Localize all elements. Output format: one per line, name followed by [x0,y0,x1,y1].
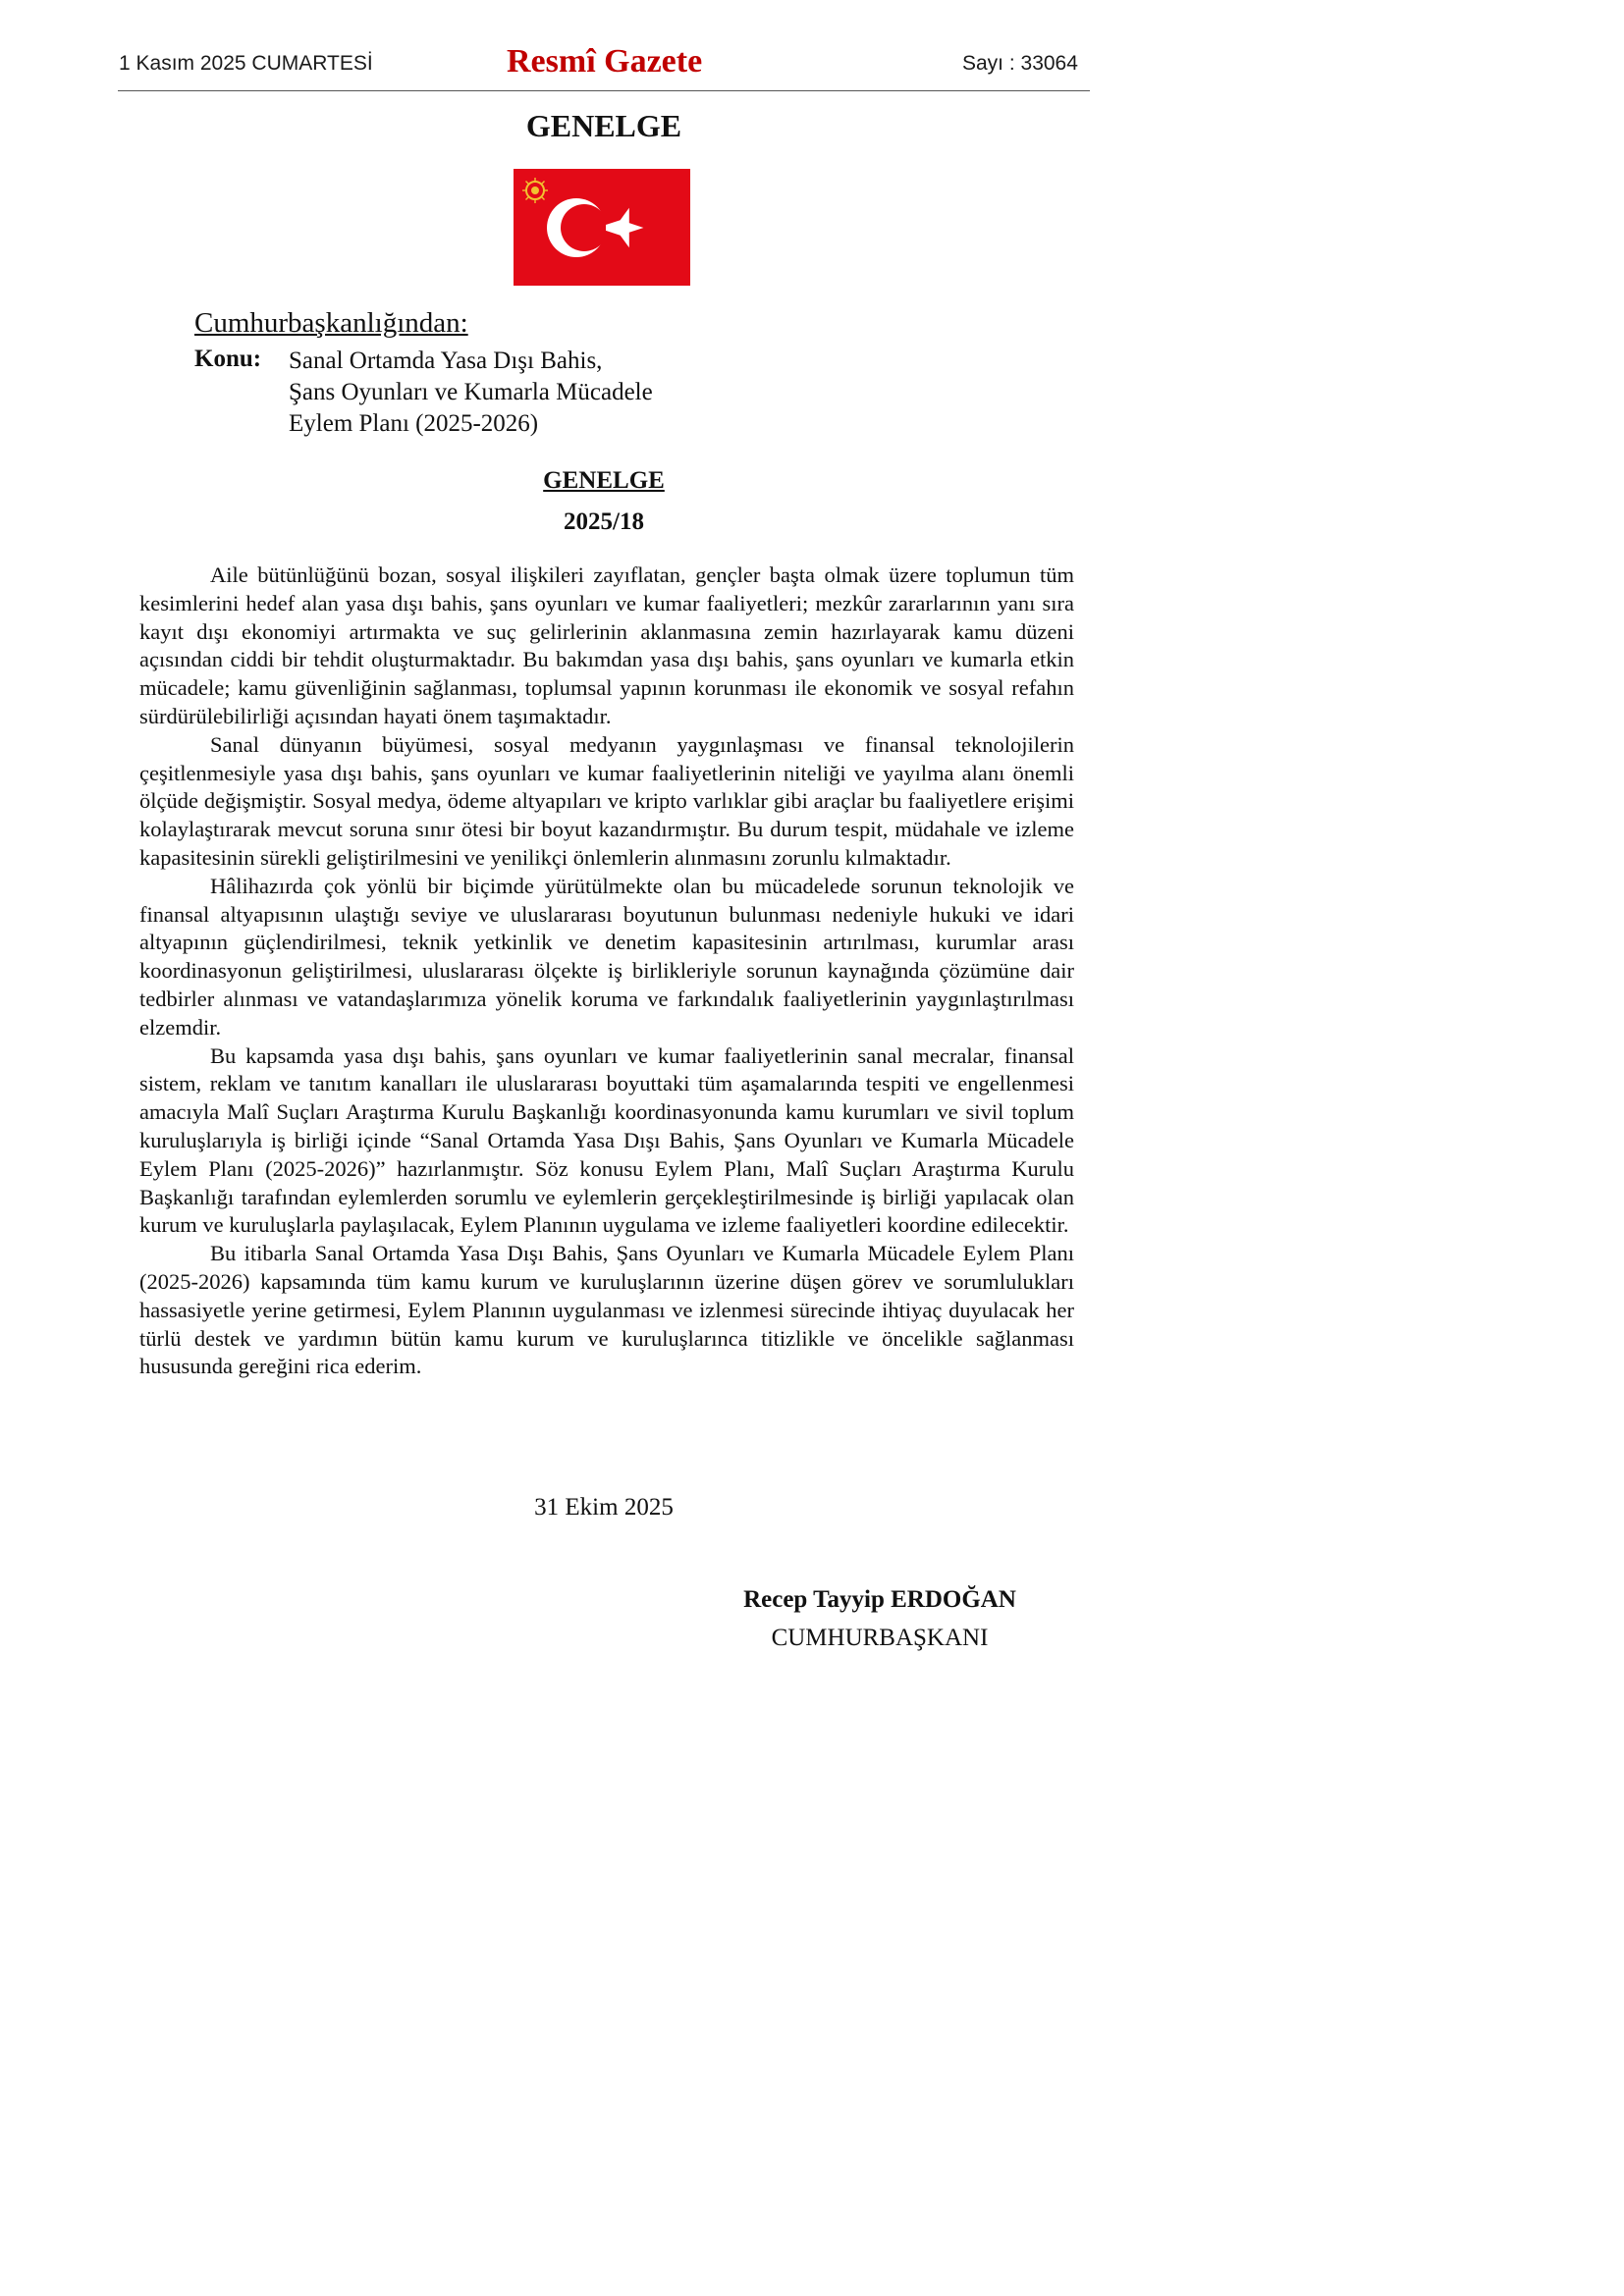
document-title: GENELGE [525,108,682,143]
body-paragraph: Bu kapsamda yasa dışı bahis, şans oyunları ve kumar faaliyetlerinin sanal mecralar, finansal sistem, reklam ve tanıtım kanalları ile uluslararası boyuttaki tüm aşamalarında tespiti ve engellenmesi amacıyla Malî Suçları Araştırma Kurulu Başkanlığı koordinasyonunda kamu kurumları ve sivil toplum kuruluşlarıyla iş birliği içinde “Sanal Ortamda Yasa Dışı Bahis, Şans Oyunları ve Kumarla Mücadele Eylem Planı (2025-2026)” hazırlanmıştır. Söz konusu Eylem Planı, Malî Suçları Araştırma Kurulu Başkanlığı tarafından eylemlerden sorumlu ve eylemlerin gerçekleştirilmesinde iş birliği yapılacak olan kurum ve kuruluşlarla paylaşılacak, Eylem Planının uygulama ve izleme faaliyetleri koordine edilecektir. [139,1042,1074,1238]
signatory-name: Recep Tayyip ERDOĞAN [743,1586,1016,1613]
subject-line: Sanal Ortamda Yasa Dışı Bahis, [289,347,603,374]
circular-number: 2025/18 [564,508,644,535]
turkish-flag-icon [514,169,690,286]
subject-line: Eylem Planı (2025-2026) [289,410,539,437]
subject-label: Konu: [194,346,262,372]
document-body [139,561,1074,1381]
header-divider [118,90,1090,91]
signatory-title: CUMHURBAŞKANI [771,1625,989,1651]
body-paragraph: Sanal dünyanın büyümesi, sosyal medyanın yaygınlaşması ve finansal teknolojilerin çeşitlenmesiyle yasa dışı bahis, şans oyunları ve kumar faaliyetlerinin niteliği ve yayılma alanı önemli ölçüde değişmiştir. Sosyal medya, ödeme altyapıları ve kripto varlıklar gibi araçlar bu faaliyetlere erişimi kolaylaştırarak mevcut soruna sınır ötesi bir boyut kazandırmıştır. Bu durum tespit, müdahale ve izleme kapasitesinin sürekli geliştirilmesini ve yenilikçi önlemlerin alınmasını zorunlu kılmaktadır. [139,731,1074,870]
subject-line: Şans Oyunları ve Kumarla Mücadele [289,379,653,405]
presidential-seal-icon [522,178,548,203]
body-paragraph: Bu itibarla Sanal Ortamda Yasa Dışı Bahis, Şans Oyunları ve Kumarla Mücadele Eylem Planı (2025-2026) kapsamında tüm kamu kurum ve kuruluşlarının üzerine düşen görev ve sorumlulukları hassasiyetle yerine getirmesi, Eylem Planının uygulanması ve izlenmesi sürecinde ihtiyaç duyulacak her türlü destek ve yardımın bütün kamu kurum ve kuruluşlarınca titizlikle ve öncelikle sağlanması hususunda gereğini rica ederim. [139,1241,1074,1379]
body-paragraph: Hâlihazırda çok yönlü bir biçimde yürütülmekte olan bu mücadelede sorunun teknolojik ve finansal altyapısının ulaştığı seviye ve uluslararası boyutunun bulunması nedeniyle hukuki ve idari altyapının güçlendirilmesi, teknik yetkinlik ve denetim kapasitesinin artırılması, kurumlar arası koordinasyonun geliştirilmesi, uluslararası ölçekte iş birlikleriyle sorunun kaynağında çözümüne dair tedbirler alınması ve vatandaşlarımıza yönelik koruma ve farkındalık faaliyetlerinin yaygınlaştırılması elzemdir. [139,873,1074,1040]
issue-number: Sayı : 33064 [962,52,1078,75]
subject-text [289,346,653,440]
circular-title: GENELGE [543,467,665,494]
issuer: Cumhurbaşkanlığından: [194,307,468,339]
body-paragraph: Aile bütünlüğünü bozan, sosyal ilişkileri zayıflatan, gençler başta olmak üzere toplumun tüm kesimlerini hedef alan yasa dışı bahis, şans oyunları ve kumar faaliyetleri; mezkûr zararlarının yanı sıra kayıt dışı ekonomiyi artırmakta ve suç gelirlerinin aklanmasına zemin hazırlayarak kamu düzeni açısından ciddi bir tehdit oluşturmaktadır. Bu bakımdan yasa dışı bahis, şans oyunları ve kumarla etkin mücadele; kamu güvenliğinin sağlanması, toplumsal yapının korunması ile ekonomik ve sosyal refahın sürdürülebilirliği açısından hayati önem taşımaktadır. [139,562,1074,728]
header-date: 1 Kasım 2025 CUMARTESİ [119,52,373,75]
gazette-name: Resmî Gazete [507,43,703,80]
document-date: 31 Ekim 2025 [534,1494,674,1521]
